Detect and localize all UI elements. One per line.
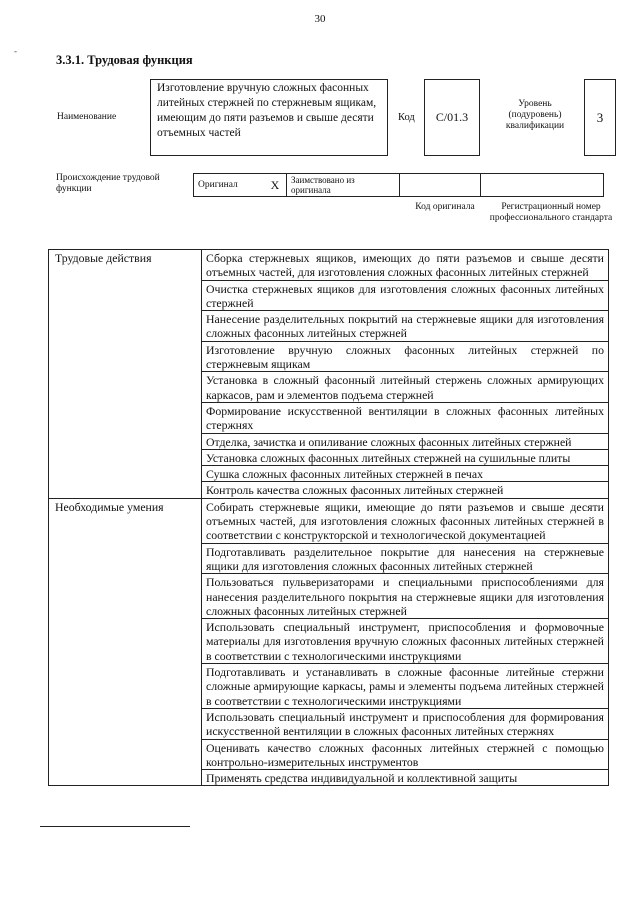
item-cell: Сборка стержневых ящиков, имеющих до пяти разъемов и свыше десяти отъемных частей, для изготовления сложных фасонных литейных стержней (202, 250, 609, 281)
item-cell: Установка в сложный фасонный литейный стержень сложных армирующих каркасов, рам и элементов подъема стержней (202, 372, 609, 403)
code-caption: Код оригинала (415, 202, 475, 212)
bottom-rule (40, 826, 190, 827)
item-cell: Контроль качества сложных фасонных литейных стержней (202, 482, 609, 498)
margin-mark: - (14, 46, 17, 56)
category-cell: Трудовые действия (49, 250, 202, 499)
item-cell: Применять средства индивидуальной и коллективной защиты (202, 770, 609, 786)
reg-number-cell (481, 174, 604, 197)
item-cell: Оценивать качество сложных фасонных литейных стержней с помощью контрольно-измерительных инструментов (202, 739, 609, 770)
original-label: Оригинал (194, 174, 265, 197)
item-cell: Очистка стержневых ящиков для изготовления сложных фасонных литейных стержней (202, 280, 609, 311)
table-row (49, 250, 609, 281)
original-mark: X (264, 174, 287, 197)
section-title: 3.3.1. Трудовая функция (56, 53, 193, 67)
page-number: 30 (314, 13, 326, 25)
category-cell: Необходимые умения (49, 498, 202, 786)
level-label: Уровень (подуровень) квалификации (505, 99, 565, 131)
item-cell: Собирать стержневые ящики, имеющие до пяти разъемов и свыше десяти отъемных частей, для изготовления сложных фасонных литейных стержней в соответствии с конструкторской и технологической документацией (202, 498, 609, 543)
item-cell: Подготавливать разделительное покрытие для нанесения на стержневые ящики для изготовления сложных фасонных литейных стержней (202, 543, 609, 574)
table-row (49, 498, 609, 543)
item-cell: Отделка, зачистка и опиливание сложных фасонных литейных стержней (202, 433, 609, 449)
item-cell: Изготовление вручную сложных фасонных литейных стержней по стержневым ящикам (202, 341, 609, 372)
function-name-box: Изготовление вручную сложных фасонных литейных стержней по стержневым ящикам, имеющим до пяти разъемов и свыше десяти отъемных частей (150, 79, 388, 156)
reg-caption: Регистрационный номер профессионального стандарта (489, 202, 613, 223)
item-cell: Установка сложных фасонных литейных стержней на сушильные плиты (202, 449, 609, 465)
origin-label: Происхождение трудовой функции (56, 173, 160, 194)
item-cell: Формирование искусственной вентиляции в сложных фасонных литейных стержнях (202, 402, 609, 433)
item-cell: Пользоваться пульверизаторами и специальными приспособлениями для нанесения разделительного покрытия на стержневые ящики для изготовления сложных фасонных литейных стержней (202, 574, 609, 619)
original-code-cell (400, 174, 481, 197)
origin-table (193, 173, 604, 197)
function-details-table (48, 249, 609, 786)
name-label: Наименование (57, 112, 117, 122)
level-value: 3 (584, 79, 616, 156)
item-cell: Сушка сложных фасонных литейных стержней в печах (202, 466, 609, 482)
borrowed-label: Заимствовано из оригинала (287, 174, 400, 197)
item-cell: Подготавливать и устанавливать в сложные фасонные литейные стержни сложные армирующие каркасы, рамы и элементы подъема литейных стержней в соответствии с технологическими инструкциями (202, 664, 609, 709)
item-cell: Нанесение разделительных покрытий на стержневые ящики для изготовления сложных фасонных литейных стержней (202, 311, 609, 342)
item-cell: Использовать специальный инструмент, приспособления и формовочные материалы для изготовления вручную сложных фасонных литейных стержней в соответствии с технологическими инструкциями (202, 619, 609, 664)
code-label: Код (398, 112, 415, 123)
code-value: C/01.3 (424, 79, 480, 156)
item-cell: Использовать специальный инструмент и приспособления для формирования искусственной вентиляции в сложных фасонных литейных стержнях (202, 708, 609, 739)
